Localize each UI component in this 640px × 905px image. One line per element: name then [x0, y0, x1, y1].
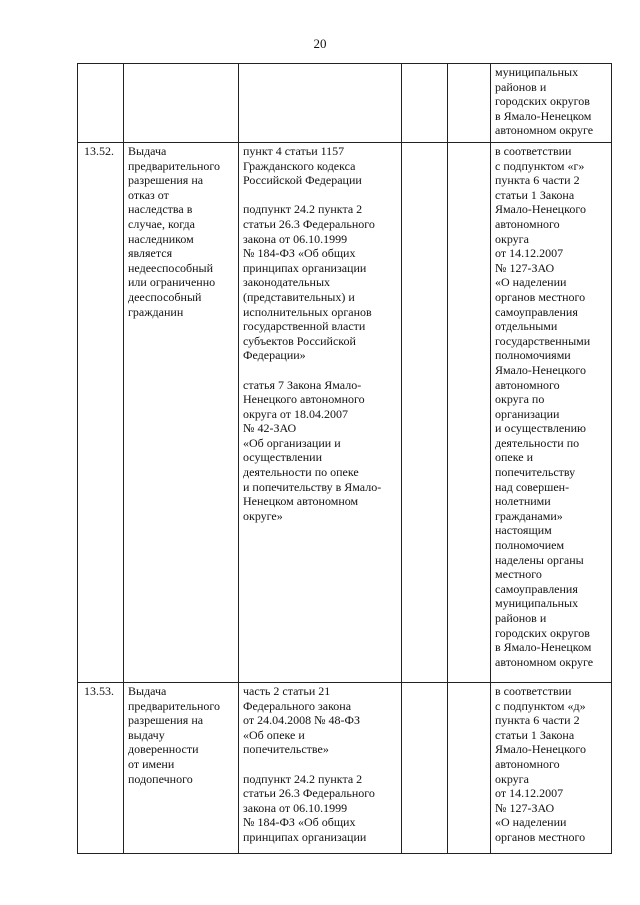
service-name-cell: Выдача предварительного разрешения на отказ от наследства в случае, когда наследником является недееспособный или ограниченно дееспособный гражданин: [124, 143, 239, 683]
table-row: [78, 143, 612, 683]
column-4-cell: [402, 64, 448, 143]
table-row: [78, 64, 612, 143]
column-5-cell: [448, 143, 491, 683]
authority-cell: муниципальных районов и городских округов в Ямало-Ненецком автономном округе: [491, 64, 612, 143]
service-name-cell: Выдача предварительного разрешения на выдачу доверенности от имени подопечного: [124, 683, 239, 854]
row-number-cell: 13.53.: [78, 683, 124, 854]
services-table: [77, 63, 612, 854]
legal-basis-cell: часть 2 статьи 21 Федерального закона от 24.04.2008 № 48-ФЗ «Об опеке и попечительстве» подпункт 24.2 пункта 2 статьи 26.3 Федерального закона от 06.10.1999 № 184-ФЗ «Об общих принципах организации: [239, 683, 402, 854]
column-5-cell: [448, 683, 491, 854]
row-number-cell: 13.52.: [78, 143, 124, 683]
row-number-cell: [78, 64, 124, 143]
authority-cell: в соответствии с подпунктом «д» пункта 6 части 2 статьи 1 Закона Ямало-Ненецкого автономного округа от 14.12.2007 № 127-ЗАО «О наделении органов местного: [491, 683, 612, 854]
table-row: [78, 683, 612, 854]
authority-cell: в соответствии с подпунктом «г» пункта 6 части 2 статьи 1 Закона Ямало-Ненецкого автономного округа от 14.12.2007 № 127-ЗАО «О наделении органов местного самоуправления отдельными государственными полномочиями Ямало-Ненецкого автономного округа по организации и осуществлению деятельности по опеке и попечительству над совершен- нолетними гражданами» настоящим полномочием наделены органы местного самоуправления муниципальных районов и городских округов в Ямало-Ненецком автономном округе: [491, 143, 612, 683]
legal-basis-cell: пункт 4 статьи 1157 Гражданского кодекса Российской Федерации подпункт 24.2 пункта 2 статьи 26.3 Федерального закона от 06.10.1999 № 184-ФЗ «Об общих принципах организации законодательных (представительных) и исполнительных органов государственной власти субъектов Российской Федерации» статья 7 Закона Ямало- Ненецкого автономного округа от 18.04.2007 № 42-ЗАО «Об организации и осуществлении деятельности по опеке и попечительству в Ямало- Ненецком автономном округе»: [239, 143, 402, 683]
legal-basis-cell: [239, 64, 402, 143]
column-5-cell: [448, 64, 491, 143]
service-name-cell: [124, 64, 239, 143]
column-4-cell: [402, 683, 448, 854]
column-4-cell: [402, 143, 448, 683]
page-number: 20: [313, 36, 327, 51]
